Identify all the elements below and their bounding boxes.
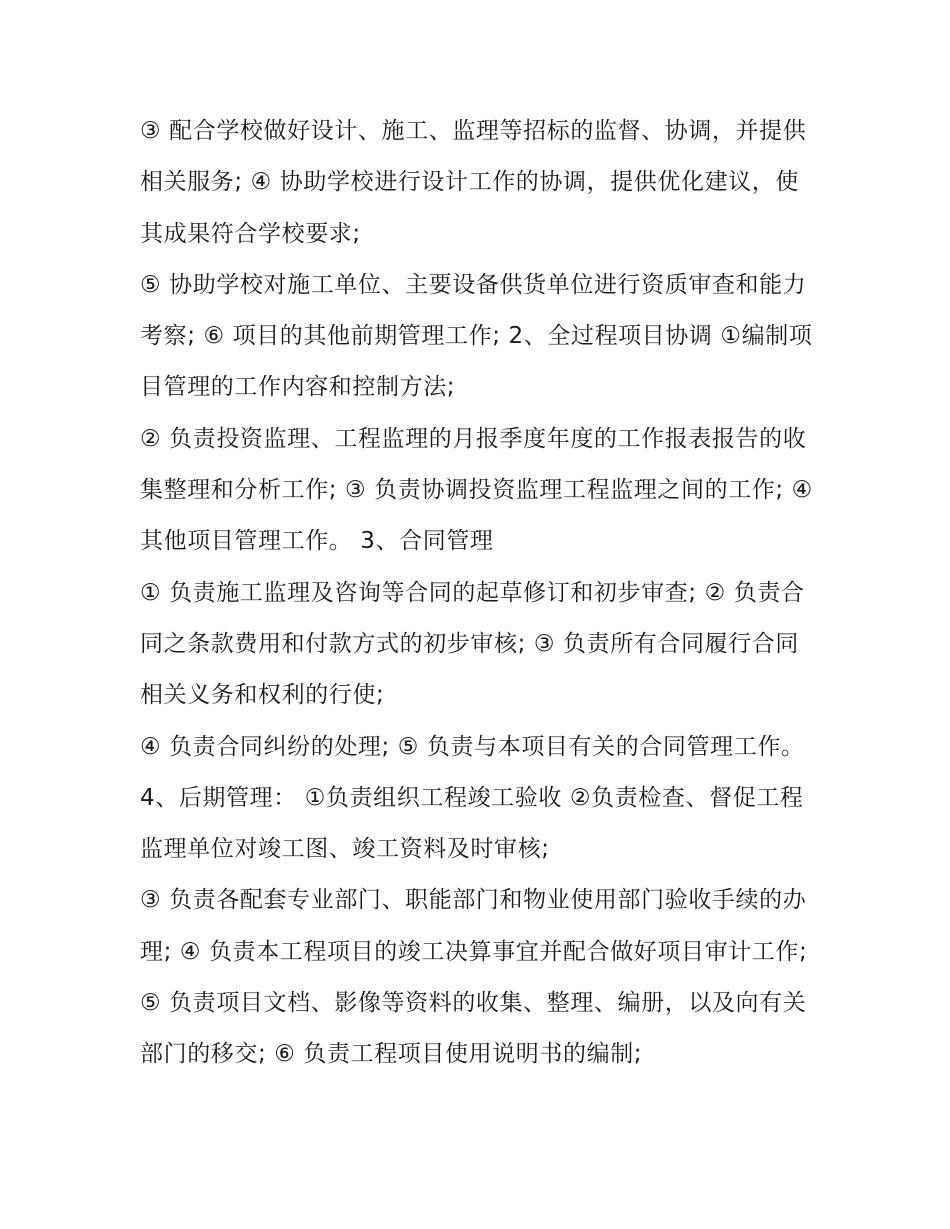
paragraph-preliminary-services: ③ 配合学校做好设计、施工、监理等招标的监督、协调，并提供相关服务; ④ 协助学校进行设计工作的协调，提供优化建议，使其成果符合学校要求; <box>140 118 807 247</box>
paragraph-acceptance-settlement: ③ 负责各配套专业部门、职能部门和物业使用部门验收手续的办理; ④ 负责本工程项目的竣工决算事宜并配合做好项目审计工作; <box>140 887 808 965</box>
paragraph-contract-management: ① 负责施工监理及咨询等合同的起草修订和初步审查; ② 负责合同之条款费用和付款方式的初步审核; ③ 负责所有合同履行合同相关义务和权利的行使; <box>140 579 805 709</box>
paragraph-qualification-review: ⑤ 协助学校对施工单位、主要设备供货单位进行资质审查和能力考察; ⑥ 项目的其他前期管理工作; 2、全过程项目协调 ①编制项目管理的工作内容和控制方法; <box>140 271 813 401</box>
paragraph-coordination: ② 负责投资监理、工程监理的月报季度年度的工作报表报告的收集整理和分析工作; ③ 负责协调投资监理工程监理之间的工作; ④ 其他项目管理工作。 3、合同管理 <box>140 425 813 555</box>
paragraph-archives: ⑤ 负责项目文档、影像等资料的收集、整理、编册，以及向有关部门的移交; ⑥ 负责工程项目使用说明书的编制; <box>140 990 807 1068</box>
document-body <box>140 106 820 1081</box>
paragraph-post-management: ④ 负责合同纠纷的处理; ⑤ 负责与本项目有关的合同管理工作。 4、后期管理： ①负责组织工程竣工验收 ②负责检查、督促工程监理单位对竣工图、竣工资料及时审核; <box>140 733 805 863</box>
